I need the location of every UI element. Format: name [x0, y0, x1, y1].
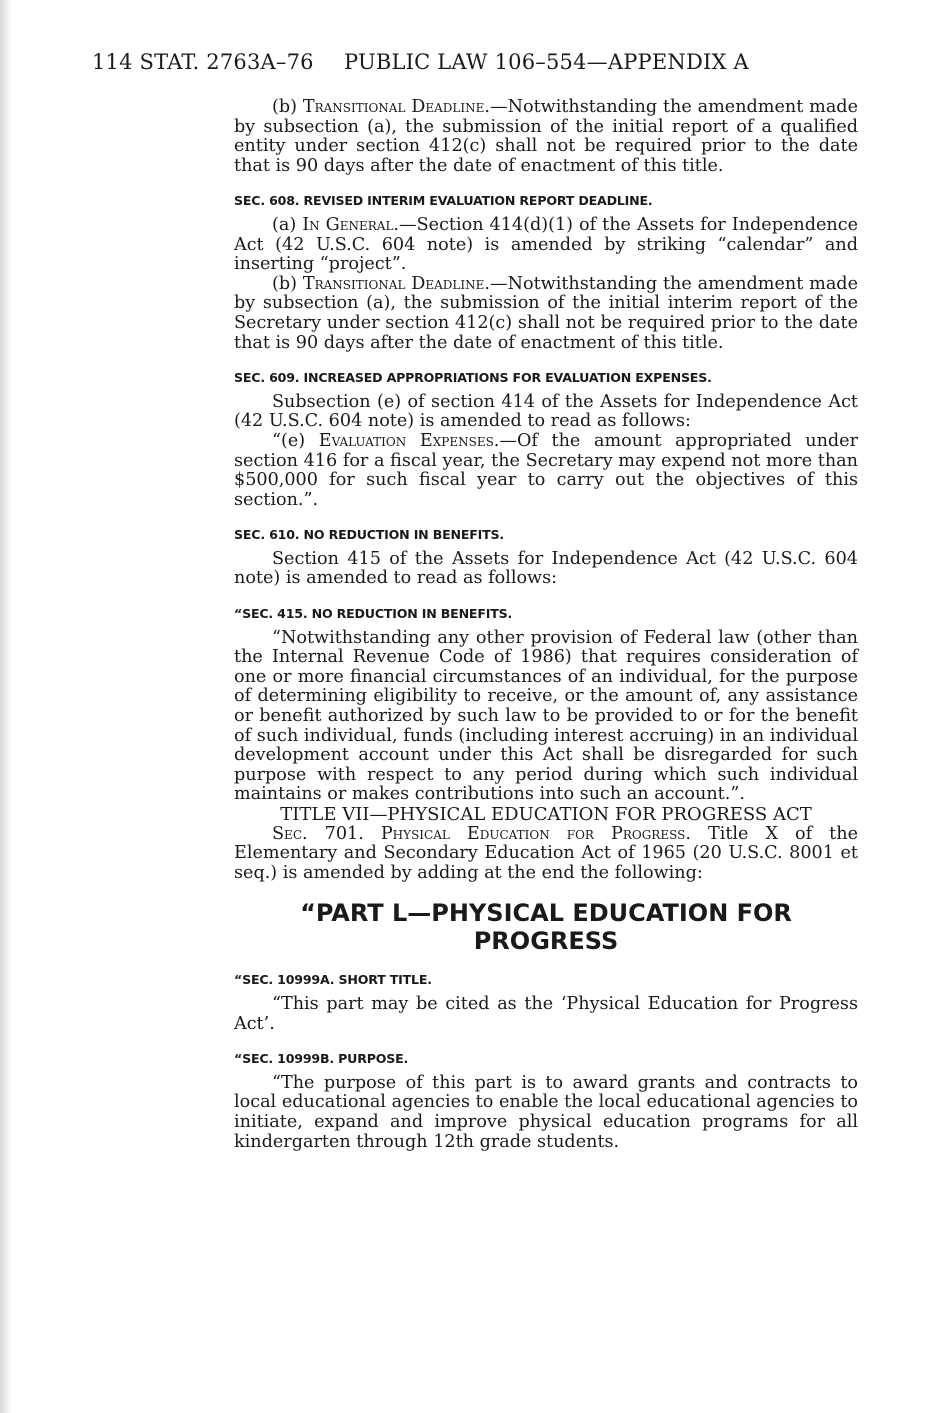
paragraph-transitional-deadline-1: (b) Transitional Deadline.—Notwithstanding the amendment made by subsection (a), the submission of the initial report of a qualified entity under section 412(c) shall not be required prior to the date that is 90 days after the date of enactment of this title. — [234, 97, 858, 176]
document-body — [234, 98, 858, 1152]
section-heading-10999a: “SEC. 10999A. SHORT TITLE. — [234, 972, 432, 988]
paragraph-heading: Evaluation Expenses. — [318, 430, 500, 451]
part-heading-line-2: PROGRESS — [473, 927, 619, 956]
paragraph-evaluation-expenses: “(e) Evaluation Expenses.—Of the amount appropriated under section 416 for a fiscal year, the Secretary may expend not more than $500,000 for such fiscal year to carry out the objectives of this section.”. — [234, 430, 858, 510]
paragraph-sec-701: Sec. 701. Physical Education for Progress. Title X of the Elementary and Secondary Education Act of 1965 (20 U.S.C. 8001 et seq.) is amended by adding at the end the following: — [234, 823, 858, 883]
paragraph-heading: Transitional Deadline. — [302, 97, 490, 117]
title-vii-heading: TITLE VII—PHYSICAL EDUCATION FOR PROGRESS ACT — [280, 804, 812, 825]
page-edge-shadow — [0, 0, 12, 1413]
stat-citation: 114 STAT. 2763A–76 — [92, 50, 314, 74]
section-heading-608: SEC. 608. REVISED INTERIM EVALUATION REPORT DEADLINE. — [234, 193, 653, 209]
paragraph-heading: Physical Education for Progress. — [380, 823, 691, 844]
section-heading-610: SEC. 610. NO REDUCTION IN BENEFITS. — [234, 527, 504, 543]
part-l-heading — [234, 899, 858, 955]
paragraph-transitional-deadline-2: (b) Transitional Deadline.—Notwithstanding the amendment made by subsection (a), the submission of the initial interim report of the Secretary under section 412(c) shall not be required prior to the date that is 90 days after the date of enactment of this title. — [234, 273, 858, 353]
paragraph-section-415-intro: Section 415 of the Assets for Independence Act (42 U.S.C. 604 note) is amended to read as follows: — [234, 548, 858, 589]
section-heading-10999b: “SEC. 10999B. PURPOSE. — [234, 1051, 409, 1067]
paragraph-no-reduction-text: “Notwithstanding any other provision of Federal law (other than the Internal Revenue Code of 1986) that requires consideration of one or more financial circumstances of an individual, for the purpose of determining eligibility to receive, or the amount of, any assistance or benefit authorized by such law to be provided to or for the benefit of such individual, funds (including interest accruing) in an individual development account under this Act shall be disregarded for such purpose with respect to any period during which such individual maintains or makes contributions into such an account.”. — [234, 627, 858, 805]
paragraph-subsection-e: Subsection (e) of section 414 of the Assets for Independence Act (42 U.S.C. 604 note) is amended to read as follows: — [234, 391, 858, 432]
running-header — [92, 50, 749, 74]
public-law-title: PUBLIC LAW 106–554—APPENDIX A — [344, 50, 749, 74]
paragraph-purpose: “The purpose of this part is to award grants and contracts to local educational agencies to enable the local educational agencies to initiate, expand and improve physical education programs for all kindergarten through 12th grade students. — [234, 1072, 858, 1152]
paragraph-in-general: (a) In General.—Section 414(d)(1) of the Assets for Independence Act (42 U.S.C. 604 note) is amended by striking “calendar” and inserting “project”. — [234, 214, 858, 275]
part-heading-line-1: “PART L—PHYSICAL EDUCATION FOR — [300, 899, 792, 928]
section-heading-609: SEC. 609. INCREASED APPROPRIATIONS FOR EVALUATION EXPENSES. — [234, 370, 712, 386]
paragraph-heading: Transitional Deadline. — [302, 273, 490, 294]
section-heading-415: “SEC. 415. NO REDUCTION IN BENEFITS. — [234, 606, 513, 622]
paragraph-short-title: “This part may be cited as the ‘Physical Education for Progress Act’. — [234, 993, 858, 1034]
paragraph-heading: In General. — [302, 214, 400, 235]
